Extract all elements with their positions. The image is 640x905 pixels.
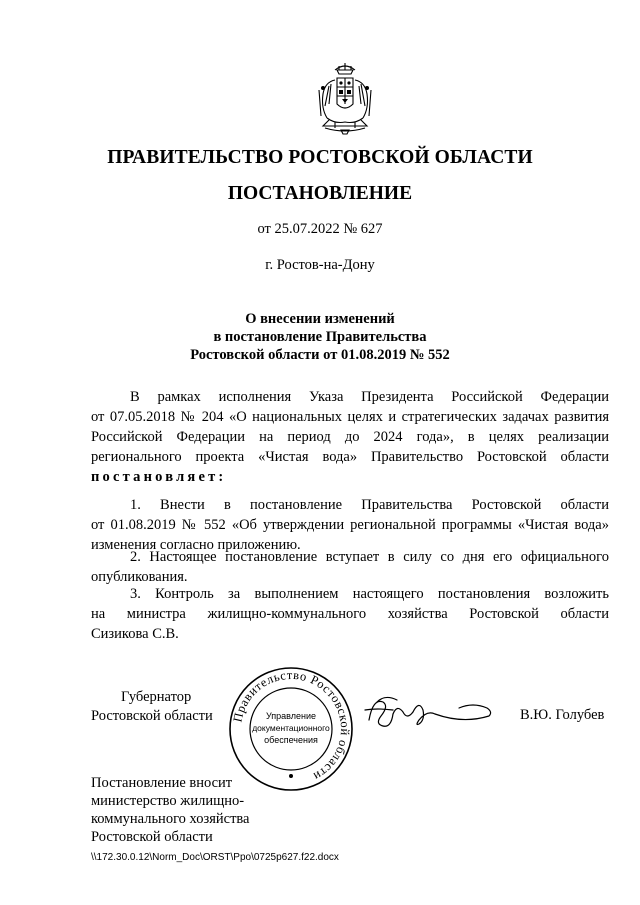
decree-item-2: [91, 547, 609, 587]
stamp-inner-line: обеспечения: [264, 735, 318, 745]
item-line: от 01.08.2019 № 552 «Об утверждении региональной программы «Чистая вода»: [91, 517, 609, 533]
item-line: Сизикова С.В.: [91, 626, 179, 642]
item-line: 3. Контроль за выполнением настоящего постановления возложить: [130, 586, 609, 602]
stamp-inner-line: документационного: [252, 723, 330, 733]
preamble-line: от 07.05.2018 № 204 «О национальных целях и стратегических задачах развития: [91, 409, 609, 425]
decree-item-3: [91, 584, 609, 644]
document-subject: [0, 310, 640, 364]
preamble-line: В рамках исполнения Указа Президента Российской Федерации: [130, 389, 609, 405]
decree-word: постановляет:: [91, 469, 227, 485]
preamble-line: регионального проекта «Чистая вода» Правительство Ростовской области: [91, 449, 609, 465]
decree-item-1: [91, 495, 609, 555]
introduced-by-line: Ростовской области: [91, 829, 213, 845]
introduced-by-line: министерство жилищно-: [91, 793, 245, 809]
handwritten-signature: [363, 690, 495, 742]
preamble-line: Российской Федерации на период до 2024 года», в целях реализации: [91, 429, 609, 445]
signer-name: В.Ю. Голубев: [520, 707, 605, 723]
signer-position: [91, 688, 213, 726]
signer-position-line: Губернатор: [121, 689, 192, 705]
subject-line: в постановление Правительства: [213, 329, 427, 345]
item-line: опубликования.: [91, 569, 188, 585]
document-type: ПОСТАНОВЛЕНИЕ: [227, 183, 413, 204]
government-title: ПРАВИТЕЛЬСТВО РОСТОВСКОЙ ОБЛАСТИ: [107, 147, 533, 168]
stamp-inner-line: Управление: [265, 711, 317, 721]
item-line: на министра жилищно-коммунального хозяйства Ростовской области: [91, 606, 609, 622]
coat-of-arms-icon: [313, 60, 377, 140]
introduced-by-line: коммунального хозяйства: [91, 811, 250, 827]
introduced-by-block: [91, 774, 250, 846]
document-date-number: от 25.07.2022 № 627: [257, 221, 383, 237]
introduced-by-line: Постановление вносит: [91, 775, 233, 791]
preamble-paragraph: [91, 387, 609, 487]
signer-position-line: Ростовской области: [91, 708, 213, 724]
file-path: \\172.30.0.12\Norm_Doc\ORST\Ppo\0725p627.f22.docx: [91, 852, 339, 863]
item-line: 2. Настоящее постановление вступает в силу со дня его официального: [130, 549, 609, 565]
stamp-outer-text: Правительство Ростовской области: [230, 667, 353, 784]
subject-line: О внесении изменений: [245, 311, 395, 327]
item-line: 1. Внести в постановление Правительства Ростовской области: [130, 497, 609, 513]
document-city: г. Ростов-на-Дону: [265, 257, 375, 273]
subject-line: Ростовской области от 01.08.2019 № 552: [190, 347, 450, 363]
item-line: изменения согласно приложению.: [91, 537, 301, 553]
